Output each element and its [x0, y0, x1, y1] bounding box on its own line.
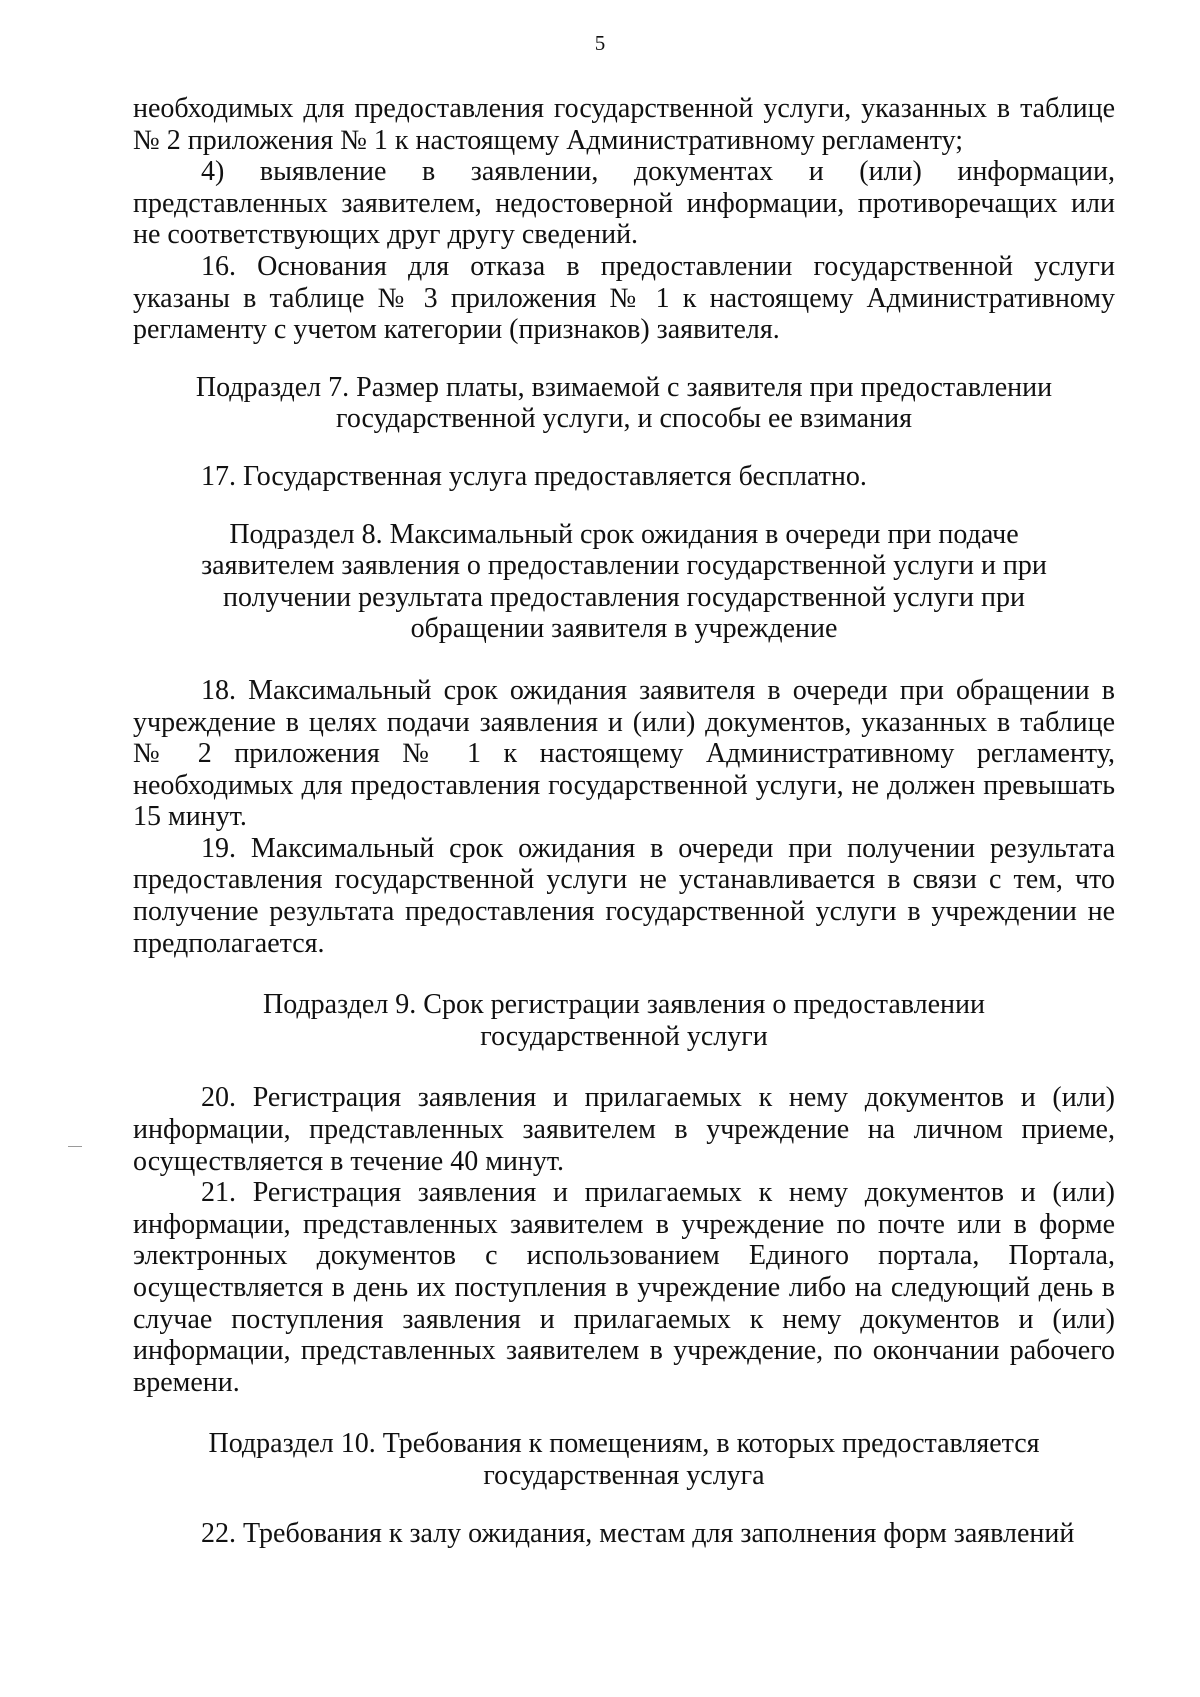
heading-line: Подраздел 9. Срок регистрации заявления о предоставлении	[263, 989, 985, 1021]
paragraph-18: 18. Максимальный срок ожидания заявителя в очереди при обращении в учреждение в целях подачи заявления и (или) документов, указанных в таблице № 2 приложения № 1 к настоящему Административному регламенту, необходимых для предоставления государственной услуги, не должен превышать 15 минут.	[133, 674, 1115, 833]
paragraph-continuation: необходимых для предоставления государственной услуги, указанных в таблице № 2 приложения № 1 к настоящему Административному регламенту;	[133, 93, 1115, 156]
heading-line: государственной услуги, и способы ее взимания	[336, 403, 912, 435]
subsection-7-heading	[133, 372, 1115, 435]
paragraph-19: 19. Максимальный срок ожидания в очереди при получении результата предоставления государственной услуги не устанавливается в связи с тем, что получение результата предоставления государственной услуги в учреждении не предполагается.	[133, 832, 1115, 959]
subsection-9-heading	[133, 989, 1115, 1052]
page-number: 5	[594, 31, 606, 55]
heading-line: обращении заявителя в учреждение	[410, 613, 838, 645]
paragraph-16: 16. Основания для отказа в предоставлении государственной услуги указаны в таблице № 3 приложения № 1 к настоящему Административному регламенту с учетом категории (признаков) заявителя.	[133, 250, 1115, 346]
paragraph-22: 22. Требования к залу ожидания, местам для заполнения форм заявлений	[201, 1517, 1075, 1549]
paragraph-17: 17. Государственная услуга предоставляется бесплатно.	[201, 460, 867, 492]
heading-line: государственной услуги	[480, 1020, 768, 1052]
heading-line: получении результата предоставления государственной услуги при	[223, 581, 1025, 613]
heading-line: Подраздел 10. Требования к помещениям, в которых предоставляется	[208, 1428, 1040, 1460]
heading-line: государственная услуга	[483, 1459, 765, 1491]
paragraph-item-4: 4) выявление в заявлении, документах и (или) информации, представленных заявителем, недостоверной информации, противоречащих или не соответствующих друг другу сведений.	[133, 156, 1115, 251]
document-body	[133, 93, 1115, 1549]
heading-line: Подраздел 7. Размер платы, взимаемой с заявителя при предоставлении	[195, 371, 1053, 403]
paragraph-20: 20. Регистрация заявления и прилагаемых к нему документов и (или) информации, представленных заявителем в учреждение на личном приеме, осуществляется в течение 40 минут.	[133, 1082, 1115, 1177]
margin-mark	[68, 1146, 82, 1147]
heading-line: заявителем заявления о предоставлении государственной услуги и при	[201, 550, 1047, 582]
subsection-8-heading	[133, 519, 1115, 645]
heading-line: Подраздел 8. Максимальный срок ожидания в очереди при подаче	[229, 518, 1019, 550]
paragraph-21: 21. Регистрация заявления и прилагаемых к нему документов и (или) информации, представленных заявителем в учреждение по почте или в форме электронных документов с использованием Единого портала, Портала, осуществляется в день их поступления в учреждение либо на следующий день в случае поступления заявления и прилагаемых к нему документов и (или) информации, представленных заявителем в учреждение, по окончании рабочего времени.	[133, 1177, 1115, 1398]
subsection-10-heading	[133, 1428, 1115, 1491]
